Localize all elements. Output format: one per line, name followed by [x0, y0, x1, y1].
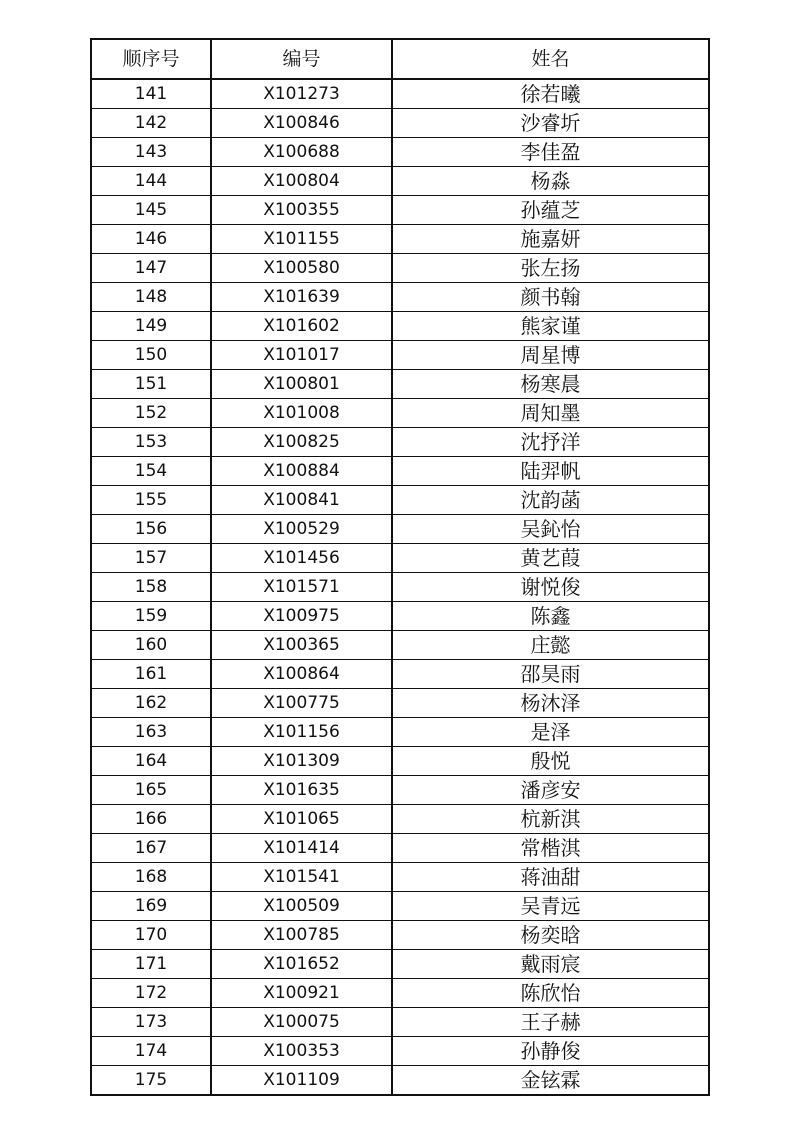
table-row — [91, 660, 709, 689]
header-name: 姓名 — [392, 39, 709, 79]
cell-id: X100775 — [211, 689, 392, 718]
table-row — [91, 312, 709, 341]
cell-name: 黄艺葭 — [392, 544, 709, 573]
cell-id: X101639 — [211, 283, 392, 312]
cell-seq: 143 — [91, 138, 211, 167]
cell-name: 孙蕴芝 — [392, 196, 709, 225]
cell-name: 颜书翰 — [392, 283, 709, 312]
table-row — [91, 341, 709, 370]
cell-seq: 155 — [91, 486, 211, 515]
cell-name: 周知墨 — [392, 399, 709, 428]
cell-seq: 169 — [91, 892, 211, 921]
cell-seq: 171 — [91, 950, 211, 979]
table-row — [91, 921, 709, 950]
cell-name: 金铉霖 — [392, 1066, 709, 1096]
cell-id: X100975 — [211, 602, 392, 631]
table-row — [91, 515, 709, 544]
cell-seq: 162 — [91, 689, 211, 718]
cell-id: X100353 — [211, 1037, 392, 1066]
table-row — [91, 979, 709, 1008]
cell-name: 戴雨宸 — [392, 950, 709, 979]
header-seq: 顺序号 — [91, 39, 211, 79]
cell-name: 孙静俊 — [392, 1037, 709, 1066]
cell-name: 杨寒晨 — [392, 370, 709, 399]
cell-seq: 163 — [91, 718, 211, 747]
table-row — [91, 544, 709, 573]
table-body — [91, 79, 709, 1095]
table-row — [91, 196, 709, 225]
cell-name: 施嘉妍 — [392, 225, 709, 254]
table-row — [91, 1037, 709, 1066]
cell-name: 杨奕晗 — [392, 921, 709, 950]
cell-name: 杨淼 — [392, 167, 709, 196]
cell-seq: 173 — [91, 1008, 211, 1037]
table-row — [91, 138, 709, 167]
cell-name: 张左扬 — [392, 254, 709, 283]
cell-name: 徐若曦 — [392, 79, 709, 109]
cell-name: 邵昊雨 — [392, 660, 709, 689]
roster-table — [90, 38, 710, 1096]
cell-id: X100365 — [211, 631, 392, 660]
cell-seq: 159 — [91, 602, 211, 631]
cell-seq: 154 — [91, 457, 211, 486]
table-row — [91, 79, 709, 109]
cell-name: 王子赫 — [392, 1008, 709, 1037]
cell-id: X101571 — [211, 573, 392, 602]
cell-id: X100580 — [211, 254, 392, 283]
table-row — [91, 892, 709, 921]
cell-id: X101414 — [211, 834, 392, 863]
cell-seq: 166 — [91, 805, 211, 834]
cell-seq: 165 — [91, 776, 211, 805]
cell-name: 吴青远 — [392, 892, 709, 921]
table-row — [91, 486, 709, 515]
table-row — [91, 834, 709, 863]
cell-seq: 141 — [91, 79, 211, 109]
cell-id: X101017 — [211, 341, 392, 370]
table-row — [91, 863, 709, 892]
cell-name: 陆羿帆 — [392, 457, 709, 486]
cell-name: 沈韵菡 — [392, 486, 709, 515]
cell-id: X100509 — [211, 892, 392, 921]
table-row — [91, 776, 709, 805]
cell-name: 陈欣怡 — [392, 979, 709, 1008]
cell-name: 殷悦 — [392, 747, 709, 776]
cell-seq: 147 — [91, 254, 211, 283]
table-row — [91, 283, 709, 312]
table-row — [91, 225, 709, 254]
cell-seq: 157 — [91, 544, 211, 573]
cell-name: 周星博 — [392, 341, 709, 370]
table-row — [91, 689, 709, 718]
table-row — [91, 370, 709, 399]
cell-id: X101156 — [211, 718, 392, 747]
cell-seq: 145 — [91, 196, 211, 225]
table-row — [91, 950, 709, 979]
cell-id: X100864 — [211, 660, 392, 689]
cell-id: X100801 — [211, 370, 392, 399]
cell-seq: 168 — [91, 863, 211, 892]
cell-seq: 161 — [91, 660, 211, 689]
cell-id: X101109 — [211, 1066, 392, 1096]
cell-seq: 150 — [91, 341, 211, 370]
cell-seq: 158 — [91, 573, 211, 602]
cell-name: 潘彦安 — [392, 776, 709, 805]
cell-name: 谢悦俊 — [392, 573, 709, 602]
cell-id: X101065 — [211, 805, 392, 834]
roster-sheet — [90, 38, 708, 1096]
cell-id: X101008 — [211, 399, 392, 428]
cell-name: 蒋油甜 — [392, 863, 709, 892]
cell-id: X101155 — [211, 225, 392, 254]
cell-id: X100529 — [211, 515, 392, 544]
cell-name: 李佳盈 — [392, 138, 709, 167]
cell-name: 杭新淇 — [392, 805, 709, 834]
cell-name: 吴鈊怡 — [392, 515, 709, 544]
table-row — [91, 573, 709, 602]
table-row — [91, 167, 709, 196]
cell-seq: 175 — [91, 1066, 211, 1096]
cell-seq: 148 — [91, 283, 211, 312]
cell-name: 沙睿圻 — [392, 109, 709, 138]
cell-id: X100825 — [211, 428, 392, 457]
cell-name: 是泽 — [392, 718, 709, 747]
cell-seq: 144 — [91, 167, 211, 196]
cell-seq: 153 — [91, 428, 211, 457]
table-row — [91, 1066, 709, 1096]
table-row — [91, 1008, 709, 1037]
cell-id: X100841 — [211, 486, 392, 515]
cell-seq: 174 — [91, 1037, 211, 1066]
cell-seq: 167 — [91, 834, 211, 863]
cell-id: X100921 — [211, 979, 392, 1008]
cell-seq: 170 — [91, 921, 211, 950]
cell-seq: 156 — [91, 515, 211, 544]
cell-id: X100688 — [211, 138, 392, 167]
table-header — [91, 39, 709, 79]
cell-id: X100804 — [211, 167, 392, 196]
cell-id: X101635 — [211, 776, 392, 805]
table-row — [91, 457, 709, 486]
table-row — [91, 805, 709, 834]
cell-id: X101309 — [211, 747, 392, 776]
cell-id: X100355 — [211, 196, 392, 225]
table-row — [91, 399, 709, 428]
cell-seq: 151 — [91, 370, 211, 399]
cell-seq: 149 — [91, 312, 211, 341]
cell-id: X100846 — [211, 109, 392, 138]
cell-name: 熊家谨 — [392, 312, 709, 341]
cell-name: 常楷淇 — [392, 834, 709, 863]
cell-id: X101541 — [211, 863, 392, 892]
cell-name: 沈抒洋 — [392, 428, 709, 457]
cell-seq: 142 — [91, 109, 211, 138]
table-row — [91, 254, 709, 283]
table-row — [91, 718, 709, 747]
cell-id: X101652 — [211, 950, 392, 979]
header-id: 编号 — [211, 39, 392, 79]
cell-id: X101456 — [211, 544, 392, 573]
table-row — [91, 747, 709, 776]
cell-seq: 146 — [91, 225, 211, 254]
cell-seq: 164 — [91, 747, 211, 776]
cell-name: 陈鑫 — [392, 602, 709, 631]
cell-seq: 160 — [91, 631, 211, 660]
table-row — [91, 602, 709, 631]
table-row — [91, 428, 709, 457]
cell-name: 杨沐泽 — [392, 689, 709, 718]
cell-id: X100075 — [211, 1008, 392, 1037]
cell-name: 庄懿 — [392, 631, 709, 660]
cell-seq: 152 — [91, 399, 211, 428]
cell-id: X100785 — [211, 921, 392, 950]
header-row — [91, 39, 709, 79]
cell-seq: 172 — [91, 979, 211, 1008]
cell-id: X101602 — [211, 312, 392, 341]
table-row — [91, 631, 709, 660]
cell-id: X101273 — [211, 79, 392, 109]
cell-id: X100884 — [211, 457, 392, 486]
table-row — [91, 109, 709, 138]
